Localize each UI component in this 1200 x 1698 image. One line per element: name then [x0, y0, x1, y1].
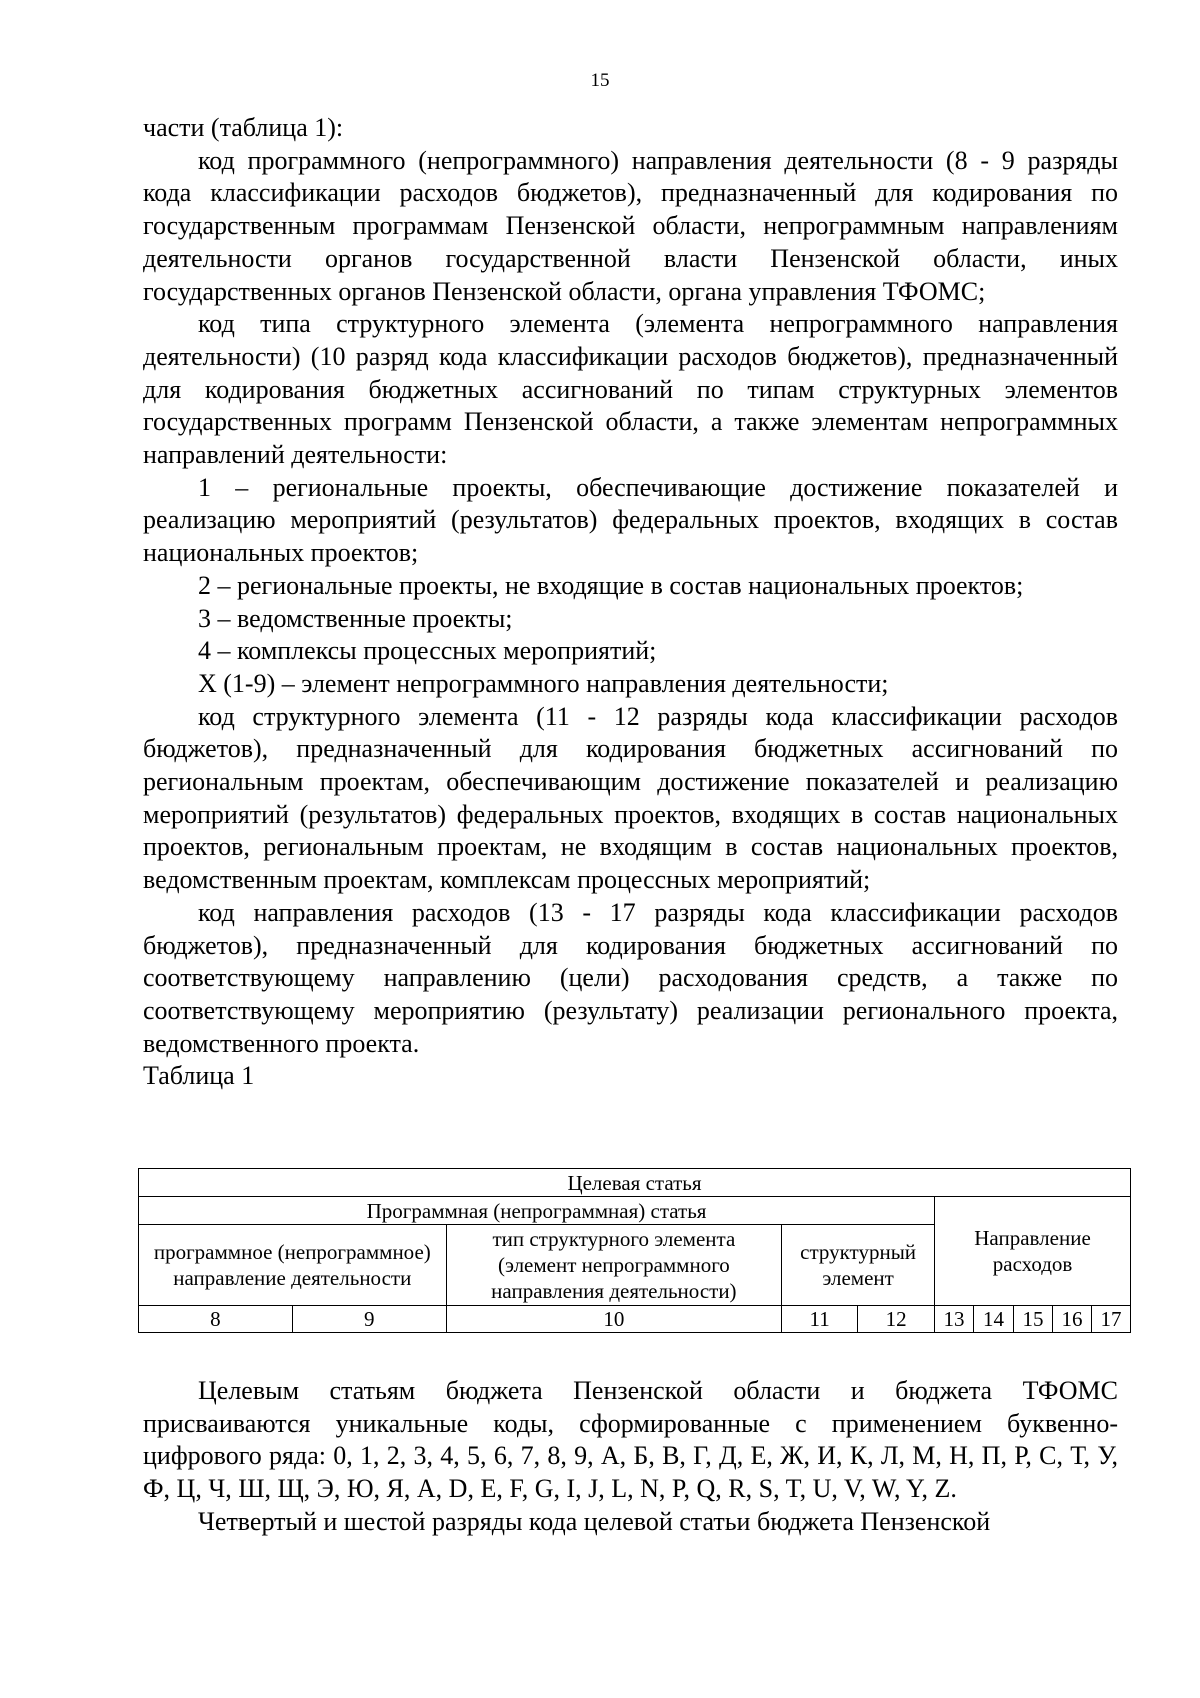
paragraph: 4 – комплексы процессных мероприятий; — [198, 636, 657, 666]
structural-type-cell: тип структурного элемента (элемент непрограммного направления деятельности) — [446, 1225, 782, 1306]
paragraph: код программного (непрограммного) направления деятельности (8 - 9 разряды кода классификации расходов бюджетов), предназначенный для кодирования по государственным программам Пензенской области, непрограммным направлениям деятельности органов государственной власти Пензенской области, иных государственных органов Пензенской области, органа управления ТФОМС; — [143, 145, 1118, 306]
digit-cell: 10 — [446, 1306, 782, 1333]
digit-cell: 14 — [974, 1306, 1014, 1333]
paragraph: код структурного элемента (11 - 12 разряды кода классификации расходов бюджетов), предназначенный для кодирования бюджетных ассигнований по региональным проектам, обеспечивающим достижение показателей и реализацию мероприятий (результатов) федеральных проектов, входящих в состав национальных проектов, региональным проектам, не входящим в состав национальных проектов, ведомственным проектам, комплексам процессных мероприятий; — [143, 701, 1118, 895]
paragraph: 3 – ведомственные проекты; — [198, 603, 513, 633]
program-header-cell: Программная (непрограммная) статья — [139, 1197, 935, 1225]
paragraph: код направления расходов (13 - 17 разряды кода классификации расходов бюджетов), предназначенный для кодирования бюджетных ассигнований по соответствующему направлению (цели) расходования средств, а также по соответствующему мероприятию (результату) реализации регионального проекта, ведомственного проекта. — [143, 897, 1118, 1058]
paragraph: 2 – региональные проекты, не входящие в состав национальных проектов; — [198, 570, 1024, 600]
table-title-cell: Целевая статья — [139, 1169, 1131, 1197]
digit-cell: 9 — [292, 1306, 446, 1333]
structural-element-cell: структурный элемент — [782, 1225, 935, 1306]
paragraph: Четвертый и шестой разряды кода целевой статьи бюджета Пензенской — [198, 1506, 991, 1536]
digit-cell: 8 — [139, 1306, 293, 1333]
table-caption: Таблица 1 — [143, 1061, 255, 1091]
paragraph: Целевым статьям бюджета Пензенской области и бюджета ТФОМС присваиваются уникальные коды, сформированные с применением буквенно-цифрового ряда: 0, 1, 2, 3, 4, 5, 6, 7, 8, 9, А, Б, В, Г, Д, Е, Ж, И, К, Л, М, Н, П, Р, С, Т, У, Ф, Ц, Ч, Ш, Щ, Э, Ю, Я, A, D, E, F, G, I, J, L, N, P, Q, R, S, T, U, V, W, Y, Z. — [143, 1376, 1118, 1504]
digit-cell: 13 — [935, 1306, 974, 1333]
page-number: 15 — [590, 70, 610, 91]
document-body-bottom — [143, 1375, 1118, 1539]
paragraph: 1 – региональные проекты, обеспечивающие достижение показателей и реализацию мероприятий (результатов) федеральных проектов, входящих в состав национальных проектов; — [143, 472, 1118, 568]
digit-cell: 15 — [1014, 1306, 1053, 1333]
program-direction-cell: программное (непрограммное) направление деятельности — [139, 1225, 447, 1306]
digit-cell: 17 — [1091, 1306, 1130, 1333]
classification-table — [138, 1168, 1131, 1333]
paragraph: код типа структурного элемента (элемента непрограммного направления деятельности) (10 разряд кода классификации расходов бюджетов), предназначенный для кодирования бюджетных ассигнований по типам структурных элементов государственных программ Пензенской области, а также элементам непрограммных направлений деятельности: — [143, 309, 1118, 470]
digit-cell: 16 — [1052, 1306, 1091, 1333]
digit-cell: 12 — [858, 1306, 935, 1333]
document-body-top — [143, 112, 1118, 1092]
paragraph: части (таблица 1): — [143, 113, 344, 142]
digit-cell: 11 — [782, 1306, 858, 1333]
paragraph: Х (1-9) – элемент непрограммного направления деятельности; — [198, 668, 889, 698]
direction-header-cell: Направление расходов — [935, 1197, 1131, 1306]
